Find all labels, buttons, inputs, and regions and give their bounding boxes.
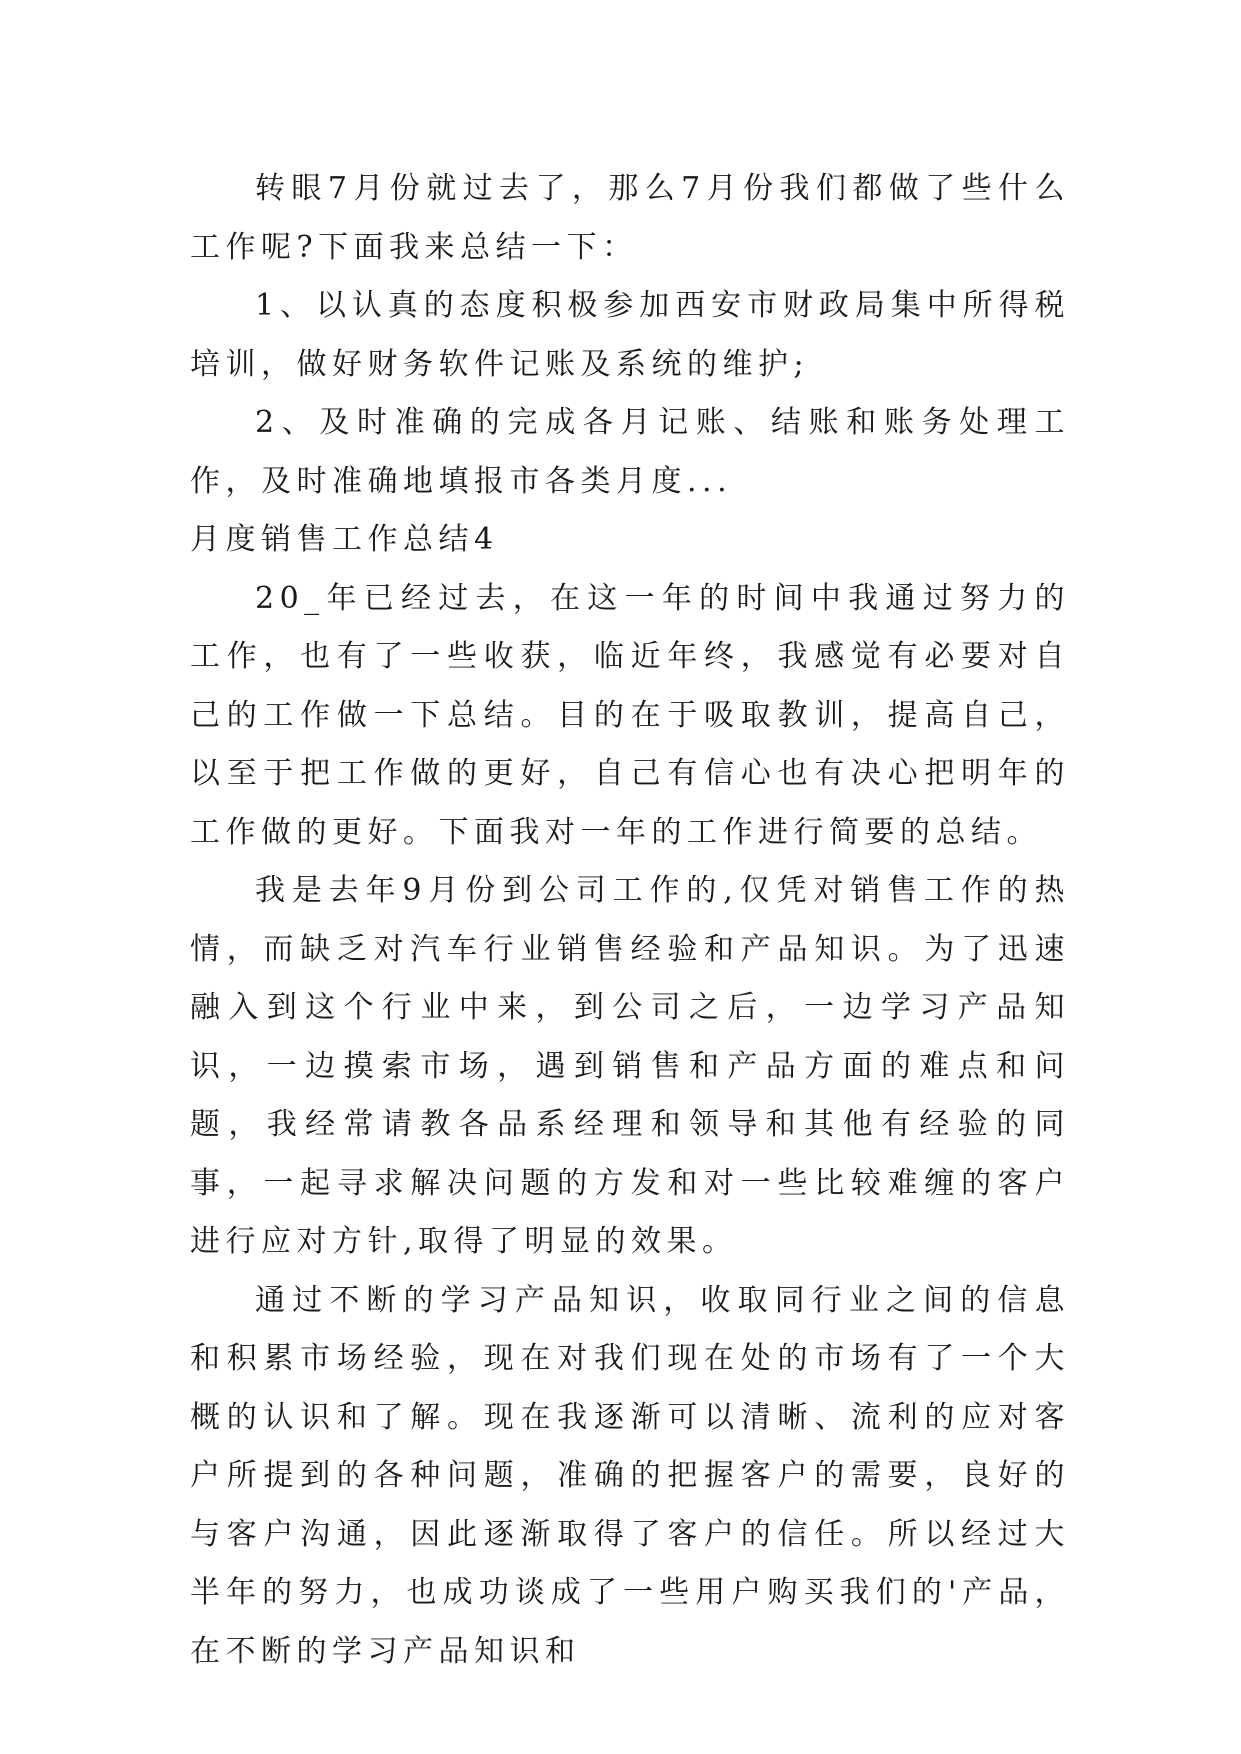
paragraph-item-2: 2、及时准确的完成各月记账、结账和账务处理工作，及时准确地填报市各类月度... (190, 405, 1070, 499)
paragraph-item-1: 1、以认真的态度积极参加西安市财政局集中所得税培训，做好财务软件记账及系统的维护; (190, 288, 1070, 382)
section-heading: 月度销售工作总结4 (190, 522, 499, 557)
paragraph-joining-company: 我是去年9月份到公司工作的,仅凭对销售工作的热情，而缺乏对汽车行业销售经验和产品知识。为了迅速融入到这个行业中来，到公司之后，一边学习产品知识，一边摸索市场，遇到销售和产品方面的难点和问题，我经常请教各品系经理和领导和其他有经验的同事，一起寻求解决问题的方发和对一些比较难缠的客户进行应对方针,取得了明显的效果。 (190, 873, 1070, 1259)
paragraph-learning-progress: 通过不断的学习产品知识，收取同行业之间的信息和积累市场经验，现在对我们现在处的市场有了一个大概的认识和了解。现在我逐渐可以清晰、流利的应对客户所提到的各种问题，准确的把握客户的需要，良好的与客户沟通，因此逐渐取得了客户的信任。所以经过大半年的努力，也成功谈成了一些用户购买我们的'产品，在不断的学习产品知识和 (190, 1282, 1070, 1669)
paragraph-july-intro: 转眼7月份就过去了，那么7月份我们都做了些什么工作呢?下面我来总结一下： (190, 171, 1070, 265)
paragraph-year-summary: 20_年已经过去，在这一年的时间中我通过努力的工作，也有了一些收获，临近年终，我感觉有必要对自己的工作做一下总结。目的在于吸取教训，提高自己，以至于把工作做的更好，自己有信心也有决心把明年的工作做的更好。下面我对一年的工作进行简要的总结。 (190, 580, 1070, 850)
document-page (190, 160, 1070, 1681)
